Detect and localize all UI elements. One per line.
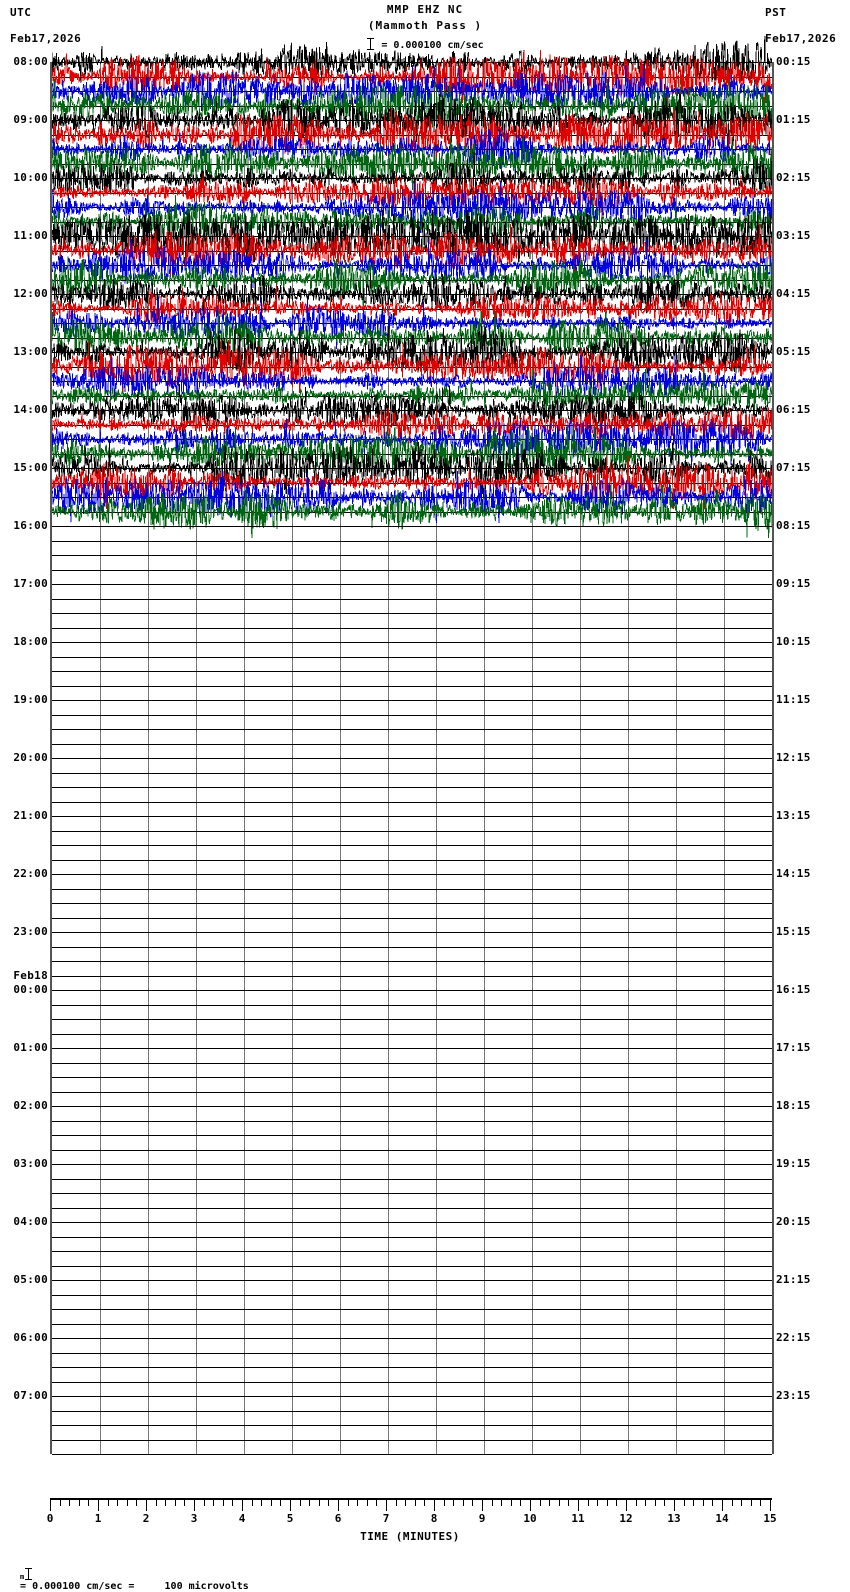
trace-row [52, 1237, 772, 1252]
row-baseline [52, 889, 772, 890]
row-baseline [52, 541, 772, 542]
pst-hour-label: 23:15 [776, 1389, 811, 1402]
row-baseline [52, 947, 772, 948]
time-axis-minor-tick [684, 1498, 685, 1506]
time-axis-tick-label: 12 [619, 1512, 633, 1525]
time-axis-tick-label: 0 [46, 1512, 54, 1525]
time-axis-minor-tick [540, 1498, 541, 1506]
time-axis-minor-tick [453, 1498, 454, 1506]
row-baseline [52, 1193, 772, 1194]
time-axis-minor-tick [597, 1498, 598, 1506]
utc-hour-label: 13:00 [13, 345, 48, 358]
utc-hour-label: 16:00 [13, 519, 48, 532]
trace-row [52, 831, 772, 846]
footer-scale-text: = 0.000100 cm/sec = 100 microvolts [20, 1581, 249, 1592]
trace-row [52, 802, 772, 817]
time-axis-major-tick [290, 1498, 291, 1511]
row-baseline [52, 1411, 772, 1412]
row-baseline [52, 1048, 772, 1049]
time-axis-tick-label: 14 [715, 1512, 729, 1525]
row-baseline [52, 1382, 772, 1383]
trace-row [52, 903, 772, 918]
utc-hour-label: 02:00 [13, 1099, 48, 1112]
time-axis-minor-tick [252, 1498, 253, 1506]
time-axis-minor-tick [664, 1498, 665, 1506]
time-axis-minor-tick [568, 1498, 569, 1506]
trace-row [52, 1092, 772, 1107]
footer-m-glyph: m [20, 1573, 25, 1581]
row-baseline [52, 1280, 772, 1281]
trace-row [52, 1193, 772, 1208]
row-baseline [52, 990, 772, 991]
trace-row [52, 1251, 772, 1266]
pst-timezone-label: PST [765, 6, 787, 19]
utc-hour-label: 08:00 [13, 55, 48, 68]
row-baseline [52, 1266, 772, 1267]
pst-hour-label: 11:15 [776, 693, 811, 706]
trace-row [52, 555, 772, 570]
time-axis-minor-tick [69, 1498, 70, 1506]
trace-row [52, 1135, 772, 1150]
row-baseline [52, 976, 772, 977]
utc-hour-label: 23:00 [13, 925, 48, 938]
time-axis-minor-tick [693, 1498, 694, 1506]
time-axis-minor-tick [559, 1498, 560, 1506]
time-axis-major-tick [146, 1498, 147, 1511]
row-baseline [52, 570, 772, 571]
time-axis-minor-tick [501, 1498, 502, 1506]
trace-row [52, 889, 772, 904]
trace-row [52, 1048, 772, 1063]
time-axis-minor-tick [175, 1498, 176, 1506]
time-axis-tick-label: 8 [430, 1512, 438, 1525]
time-axis-minor-tick [309, 1498, 310, 1506]
trace-row [52, 874, 772, 889]
time-axis-minor-tick [415, 1498, 416, 1506]
row-baseline [52, 555, 772, 556]
trace-row [52, 1324, 772, 1339]
station-code-title: MMP EHZ NC [386, 3, 464, 16]
time-axis-tick-label: 5 [286, 1512, 294, 1525]
day-break-label: Feb18 [13, 969, 48, 982]
pst-hour-label: 14:15 [776, 867, 811, 880]
helicorder-plot[interactable] [50, 62, 774, 1454]
pst-hour-label: 16:15 [776, 983, 811, 996]
trace-row [52, 1034, 772, 1049]
row-baseline [52, 686, 772, 687]
trace-rows [52, 62, 772, 1454]
utc-hour-label: 05:00 [13, 1273, 48, 1286]
utc-hour-label: 12:00 [13, 287, 48, 300]
trace-row [52, 961, 772, 976]
time-axis-minor-tick [223, 1498, 224, 1506]
time-axis-minor-tick [636, 1498, 637, 1506]
trace-row [52, 1121, 772, 1136]
trace-row [52, 1338, 772, 1353]
time-axis-major-tick [482, 1498, 483, 1511]
trace-row [52, 1208, 772, 1223]
time-axis-major-tick [386, 1498, 387, 1511]
trace-row [52, 918, 772, 933]
time-axis-minor-tick [444, 1498, 445, 1506]
pst-hour-label: 19:15 [776, 1157, 811, 1170]
row-baseline [52, 1150, 772, 1151]
time-axis-minor-tick [261, 1498, 262, 1506]
pst-hour-label: 05:15 [776, 345, 811, 358]
pst-hour-label: 12:15 [776, 751, 811, 764]
row-baseline [52, 845, 772, 846]
row-baseline [52, 642, 772, 643]
pst-hour-label: 18:15 [776, 1099, 811, 1112]
time-axis-tick-label: 6 [334, 1512, 342, 1525]
row-baseline [52, 744, 772, 745]
trace-row [52, 758, 772, 773]
row-baseline [52, 1121, 772, 1122]
time-axis-minor-tick [712, 1498, 713, 1506]
time-axis-major-tick [98, 1498, 99, 1511]
row-baseline [52, 961, 772, 962]
time-axis-minor-tick [645, 1498, 646, 1506]
time-axis-minor-tick [280, 1498, 281, 1506]
time-axis-tick-label: 15 [763, 1512, 777, 1525]
time-axis-minor-tick [184, 1498, 185, 1506]
row-baseline [52, 613, 772, 614]
trace-row [52, 947, 772, 962]
time-axis-minor-tick [204, 1498, 205, 1506]
time-axis-minor-tick [367, 1498, 368, 1506]
row-baseline [52, 1063, 772, 1064]
trace-row [52, 1425, 772, 1440]
time-axis-tick-label: 7 [382, 1512, 390, 1525]
utc-hour-label: 18:00 [13, 635, 48, 648]
time-axis-minor-tick [117, 1498, 118, 1506]
utc-hour-label: 15:00 [13, 461, 48, 474]
station-name-title: (Mammoth Pass ) [367, 19, 483, 32]
row-baseline [52, 1295, 772, 1296]
time-axis-minor-tick [588, 1498, 589, 1506]
row-baseline [52, 1179, 772, 1180]
trace-row [52, 932, 772, 947]
trace-row [52, 1367, 772, 1382]
trace-row [52, 1150, 772, 1165]
trace-row [52, 642, 772, 657]
pst-hour-label: 10:15 [776, 635, 811, 648]
row-baseline [52, 1440, 772, 1441]
time-axis-minor-tick [760, 1498, 761, 1506]
pst-hour-label: 04:15 [776, 287, 811, 300]
trace-row [52, 787, 772, 802]
utc-hour-label: 22:00 [13, 867, 48, 880]
utc-hour-label: 04:00 [13, 1215, 48, 1228]
trace-row [52, 1396, 772, 1411]
time-axis-major-tick [722, 1498, 723, 1511]
row-baseline [52, 1338, 772, 1339]
pst-hour-label: 21:15 [776, 1273, 811, 1286]
trace-row [52, 860, 772, 875]
row-baseline [52, 787, 772, 788]
trace-row [52, 729, 772, 744]
trace-row [52, 1222, 772, 1237]
time-axis-tick-label: 13 [667, 1512, 681, 1525]
time-axis-minor-tick [357, 1498, 358, 1506]
trace-row [52, 715, 772, 730]
utc-axis-labels [0, 0, 48, 1584]
pst-hour-label: 17:15 [776, 1041, 811, 1054]
trace-row [52, 976, 772, 991]
pst-hour-label: 03:15 [776, 229, 811, 242]
trace-row [52, 599, 772, 614]
row-baseline [52, 1309, 772, 1310]
time-axis-minor-tick [616, 1498, 617, 1506]
trace-row [52, 526, 772, 541]
trace-row [52, 1164, 772, 1179]
time-axis-minor-tick [405, 1498, 406, 1506]
time-axis-tick-label: 4 [238, 1512, 246, 1525]
trace-row [52, 512, 772, 527]
utc-hour-label: 00:00 [13, 983, 48, 996]
time-axis-minor-tick [127, 1498, 128, 1506]
row-baseline [52, 831, 772, 832]
footer-scale-bar-icon [24, 1568, 33, 1580]
pst-hour-label: 07:15 [776, 461, 811, 474]
row-baseline [52, 657, 772, 658]
pst-hour-label: 01:15 [776, 113, 811, 126]
trace-row [52, 1411, 772, 1426]
pst-hour-label: 22:15 [776, 1331, 811, 1344]
pst-hour-label: 08:15 [776, 519, 811, 532]
row-baseline [52, 1222, 772, 1223]
time-axis-minor-tick [472, 1498, 473, 1506]
row-baseline [52, 903, 772, 904]
time-axis-minor-tick [271, 1498, 272, 1506]
time-axis-major-tick [242, 1498, 243, 1511]
time-axis-tick-label: 1 [94, 1512, 102, 1525]
pst-hour-label: 20:15 [776, 1215, 811, 1228]
row-baseline [52, 918, 772, 919]
time-axis-minor-tick [88, 1498, 89, 1506]
plot-bottom-line [52, 1454, 772, 1455]
time-axis-tick-label: 10 [523, 1512, 537, 1525]
utc-hour-label: 11:00 [13, 229, 48, 242]
time-axis-major-tick [578, 1498, 579, 1511]
pst-hour-label: 06:15 [776, 403, 811, 416]
time-axis-minor-tick [376, 1498, 377, 1506]
utc-hour-label: 07:00 [13, 1389, 48, 1402]
trace-row [52, 671, 772, 686]
row-baseline [52, 1077, 772, 1078]
row-baseline [52, 1019, 772, 1020]
time-axis-minor-tick [703, 1498, 704, 1506]
pst-axis-labels [776, 0, 850, 1584]
row-baseline [52, 715, 772, 716]
row-baseline [52, 758, 772, 759]
time-axis-minor-tick [165, 1498, 166, 1506]
row-baseline [52, 1353, 772, 1354]
row-baseline [52, 526, 772, 527]
time-axis-minor-tick [396, 1498, 397, 1506]
time-axis-minor-tick [424, 1498, 425, 1506]
scale-reference-text: = 0.000100 cm/sec [381, 40, 484, 51]
trace-row [52, 990, 772, 1005]
row-baseline [52, 1251, 772, 1252]
trace-row [52, 1019, 772, 1034]
pst-date-label: Feb17,2026 [765, 32, 837, 45]
pst-hour-label: 13:15 [776, 809, 811, 822]
row-baseline [52, 773, 772, 774]
row-baseline [52, 1237, 772, 1238]
row-baseline [52, 802, 772, 803]
row-baseline [52, 628, 772, 629]
row-baseline [52, 1208, 772, 1209]
trace-row [52, 1280, 772, 1295]
trace-row [52, 1353, 772, 1368]
row-baseline [52, 932, 772, 933]
utc-hour-label: 21:00 [13, 809, 48, 822]
time-axis-minor-tick [136, 1498, 137, 1506]
row-baseline [52, 599, 772, 600]
time-axis-major-tick [194, 1498, 195, 1511]
row-baseline [52, 1135, 772, 1136]
row-baseline [52, 860, 772, 861]
time-axis-minor-tick [319, 1498, 320, 1506]
trace-row [52, 657, 772, 672]
time-axis-minor-tick [213, 1498, 214, 1506]
trace-row [52, 1063, 772, 1078]
time-axis-minor-tick [741, 1498, 742, 1506]
trace-row [52, 570, 772, 585]
row-baseline [52, 671, 772, 672]
row-baseline [52, 729, 772, 730]
time-axis-title: TIME (MINUTES) [360, 1530, 460, 1543]
trace-row [52, 1382, 772, 1397]
row-baseline [52, 1367, 772, 1368]
trace-row [52, 584, 772, 599]
trace-row [52, 613, 772, 628]
trace-row [52, 628, 772, 643]
time-axis-minor-tick [348, 1498, 349, 1506]
time-axis-major-tick [50, 1498, 51, 1511]
time-axis-minor-tick [79, 1498, 80, 1506]
time-axis-major-tick [530, 1498, 531, 1511]
trace-row [52, 1179, 772, 1194]
utc-hour-label: 10:00 [13, 171, 48, 184]
pst-hour-label: 15:15 [776, 925, 811, 938]
trace-row [52, 744, 772, 759]
trace-row [52, 845, 772, 860]
row-baseline [52, 584, 772, 585]
trace-row [52, 773, 772, 788]
utc-hour-label: 20:00 [13, 751, 48, 764]
time-axis-minor-tick [732, 1498, 733, 1506]
row-baseline [52, 1106, 772, 1107]
time-axis-major-tick [626, 1498, 627, 1511]
time-axis-minor-tick [511, 1498, 512, 1506]
time-axis-minor-tick [751, 1498, 752, 1506]
time-axis-tick-label: 2 [142, 1512, 150, 1525]
row-baseline [52, 1005, 772, 1006]
time-axis-major-tick [674, 1498, 675, 1511]
trace-row [52, 1295, 772, 1310]
utc-hour-label: 19:00 [13, 693, 48, 706]
utc-timezone-label: UTC [10, 6, 32, 19]
time-axis-major-tick [338, 1498, 339, 1511]
pst-hour-label: 09:15 [776, 577, 811, 590]
time-axis-minor-tick [156, 1498, 157, 1506]
row-baseline [52, 1324, 772, 1325]
trace-row [52, 1309, 772, 1324]
trace-row [52, 1106, 772, 1121]
row-baseline [52, 1425, 772, 1426]
trace-row [52, 700, 772, 715]
row-baseline [52, 700, 772, 701]
utc-hour-label: 09:00 [13, 113, 48, 126]
row-baseline [52, 1034, 772, 1035]
utc-date-label: Feb17,2026 [10, 32, 82, 45]
time-axis-minor-tick [463, 1498, 464, 1506]
time-axis-minor-tick [520, 1498, 521, 1506]
time-axis-minor-tick [300, 1498, 301, 1506]
row-baseline [52, 1164, 772, 1165]
time-axis-minor-tick [60, 1498, 61, 1506]
time-axis-tick-label: 9 [478, 1512, 486, 1525]
utc-hour-label: 01:00 [13, 1041, 48, 1054]
time-axis-major-tick [434, 1498, 435, 1511]
trace-row [52, 1266, 772, 1281]
row-baseline [52, 1092, 772, 1093]
trace-row [52, 541, 772, 556]
utc-hour-label: 06:00 [13, 1331, 48, 1344]
trace-row [52, 816, 772, 831]
trace-row [52, 1077, 772, 1092]
utc-hour-label: 03:00 [13, 1157, 48, 1170]
trace-row [52, 686, 772, 701]
utc-hour-label: 14:00 [13, 403, 48, 416]
time-axis-tick-label: 3 [190, 1512, 198, 1525]
time-axis-minor-tick [655, 1498, 656, 1506]
trace-row [52, 1440, 772, 1455]
trace-row [52, 1005, 772, 1020]
footer-scale-reference [8, 1557, 249, 1592]
time-axis-minor-tick [232, 1498, 233, 1506]
time-axis-tick-label: 11 [571, 1512, 585, 1525]
row-baseline [52, 874, 772, 875]
pst-hour-label: 02:15 [776, 171, 811, 184]
pst-hour-label: 00:15 [776, 55, 811, 68]
time-axis-minor-tick [328, 1498, 329, 1506]
time-axis-major-tick [770, 1498, 771, 1511]
time-axis-minor-tick [108, 1498, 109, 1506]
time-axis-minor-tick [492, 1498, 493, 1506]
time-axis-minor-tick [549, 1498, 550, 1506]
time-axis-minor-tick [607, 1498, 608, 1506]
row-baseline [52, 1396, 772, 1397]
utc-hour-label: 17:00 [13, 577, 48, 590]
row-baseline [52, 816, 772, 817]
